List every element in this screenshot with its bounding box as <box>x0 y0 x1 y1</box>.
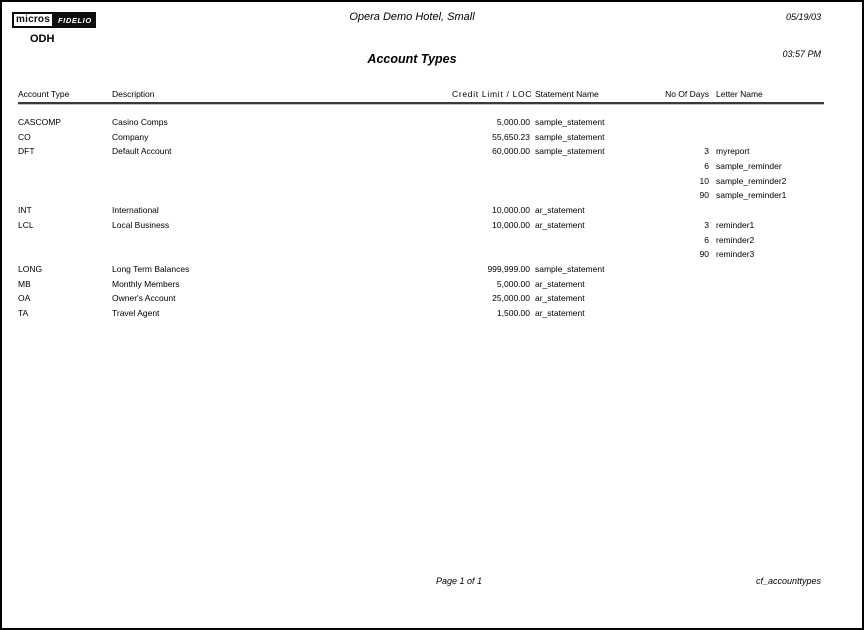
credit-limit-cell: 999,999.00 <box>487 263 530 274</box>
letter-name-cell: sample_reminder <box>716 161 782 172</box>
report-date: 05/19/03 <box>785 12 821 22</box>
report-id: cf_accounttypes <box>755 576 821 586</box>
account-type-cell <box>18 233 112 248</box>
no-of-days-cell <box>645 130 709 145</box>
description-cell: Owner's Account <box>112 293 176 304</box>
statement-name-cell: ar_statement <box>535 307 585 318</box>
no-of-days-cell <box>645 262 709 277</box>
col-header-description: Description <box>112 89 155 99</box>
col-header-letter-name: Letter Name <box>716 89 763 99</box>
table-row <box>18 291 824 306</box>
no-of-days-cell <box>645 115 709 130</box>
no-of-days-cell: 90 <box>699 190 709 201</box>
statement-name-cell: ar_statement <box>535 219 585 230</box>
table-row <box>18 174 824 189</box>
statement-name-cell: ar_statement <box>535 205 585 216</box>
report-time: 03:57 PM <box>782 49 821 59</box>
no-of-days-cell <box>645 203 709 218</box>
letter-name-cell: reminder1 <box>716 219 755 230</box>
letter-name-cell: myreport <box>716 146 750 157</box>
table-row <box>18 130 824 145</box>
statement-name-cell: sample_statement <box>535 117 605 127</box>
page-title: Account Types <box>367 52 457 66</box>
table-row <box>18 203 824 218</box>
statement-name-cell: ar_statement <box>535 278 585 289</box>
credit-limit-cell <box>452 174 530 189</box>
statement-name-cell: sample_statement <box>535 131 605 142</box>
fidelio-logo-text: FIDELIO <box>54 12 96 28</box>
statement-name-cell <box>530 159 645 174</box>
no-of-days-cell: 6 <box>704 161 709 172</box>
statement-name-cell: sample_statement <box>535 263 605 274</box>
statement-name-cell: ar_statement <box>535 293 585 304</box>
description-cell: Travel Agent <box>112 307 160 318</box>
no-of-days-cell <box>645 291 709 306</box>
account-type-cell: LCL <box>18 219 34 230</box>
description-cell: International <box>112 205 159 216</box>
description-cell <box>112 159 452 174</box>
col-header-credit-limit: Credit Limit / LOC <box>452 89 533 99</box>
account-type-cell: OA <box>18 293 31 304</box>
letter-name-cell <box>709 130 824 145</box>
table-row <box>18 159 824 174</box>
account-type-cell <box>18 188 112 203</box>
credit-limit-cell: 25,000.00 <box>492 293 530 304</box>
description-cell: Long Term Balances <box>112 263 190 274</box>
col-header-no-of-days: No Of Days <box>665 89 709 99</box>
account-type-cell <box>18 247 112 262</box>
account-type-cell: LONG <box>18 263 43 274</box>
letter-name-cell: sample_reminder1 <box>716 190 787 201</box>
hotel-name: Opera Demo Hotel, Small <box>349 11 475 23</box>
table-row <box>18 218 824 233</box>
letter-name-cell: reminder3 <box>716 249 755 260</box>
account-type-cell <box>18 159 112 174</box>
account-type-cell: CO <box>18 131 31 142</box>
table-row <box>18 115 824 130</box>
no-of-days-cell: 3 <box>704 219 709 230</box>
no-of-days-cell: 3 <box>704 146 709 157</box>
account-type-cell: MB <box>18 278 31 289</box>
account-type-cell: DFT <box>18 146 35 157</box>
credit-limit-cell: 60,000.00 <box>492 146 530 157</box>
description-cell <box>112 233 452 248</box>
letter-name-cell <box>709 291 824 306</box>
no-of-days-cell: 90 <box>699 249 709 260</box>
letter-name-cell <box>709 262 824 277</box>
statement-name-cell <box>530 188 645 203</box>
credit-limit-cell: 1,500.00 <box>496 307 530 318</box>
description-cell <box>112 174 452 189</box>
statement-name-cell <box>530 174 645 189</box>
credit-limit-cell: 5,000.00 <box>496 278 530 289</box>
col-header-statement-name: Statement Name <box>535 89 599 99</box>
credit-limit-cell <box>452 188 530 203</box>
table-row <box>18 233 824 248</box>
table-row <box>18 262 824 277</box>
description-cell: Company <box>112 131 149 142</box>
description-cell: Local Business <box>112 219 170 230</box>
description-cell <box>112 247 452 262</box>
letter-name-cell <box>709 306 824 321</box>
table-row <box>18 306 824 321</box>
table-row <box>18 277 824 292</box>
account-type-cell <box>18 174 112 189</box>
no-of-days-cell <box>645 306 709 321</box>
account-type-cell: INT <box>18 205 32 216</box>
no-of-days-cell: 6 <box>704 234 709 245</box>
table-row <box>18 188 824 203</box>
credit-limit-cell <box>452 159 530 174</box>
description-cell: Monthly Members <box>112 278 180 289</box>
credit-limit-cell: 10,000.00 <box>492 219 530 230</box>
table-header-row <box>18 88 824 104</box>
no-of-days-cell <box>645 277 709 292</box>
letter-name-cell <box>709 203 824 218</box>
account-types-table <box>18 115 824 321</box>
table-row <box>18 247 824 262</box>
description-cell: Default Account <box>112 146 172 157</box>
credit-limit-cell: 10,000.00 <box>492 205 530 216</box>
table-row <box>18 144 824 159</box>
credit-limit-cell <box>452 233 530 248</box>
credit-limit-cell: 55,650.23 <box>492 131 530 142</box>
statement-name-cell <box>530 247 645 262</box>
col-header-account-type: Account Type <box>18 89 70 99</box>
letter-name-cell <box>709 277 824 292</box>
micros-logo-text: micros <box>12 12 54 28</box>
page-number: Page 1 of 1 <box>436 576 483 586</box>
property-code: ODH <box>30 33 55 45</box>
statement-name-cell <box>530 233 645 248</box>
account-type-cell: TA <box>18 307 29 318</box>
letter-name-cell: reminder2 <box>716 234 755 245</box>
statement-name-cell: sample_statement <box>535 146 605 157</box>
account-type-cell: CASCOMP <box>18 117 61 127</box>
credit-limit-cell: 5,000.00 <box>496 117 530 127</box>
description-cell: Casino Comps <box>112 117 168 127</box>
description-cell <box>112 188 452 203</box>
credit-limit-cell <box>452 247 530 262</box>
letter-name-cell: sample_reminder2 <box>716 175 787 186</box>
no-of-days-cell: 10 <box>699 175 709 186</box>
letter-name-cell <box>709 115 824 130</box>
